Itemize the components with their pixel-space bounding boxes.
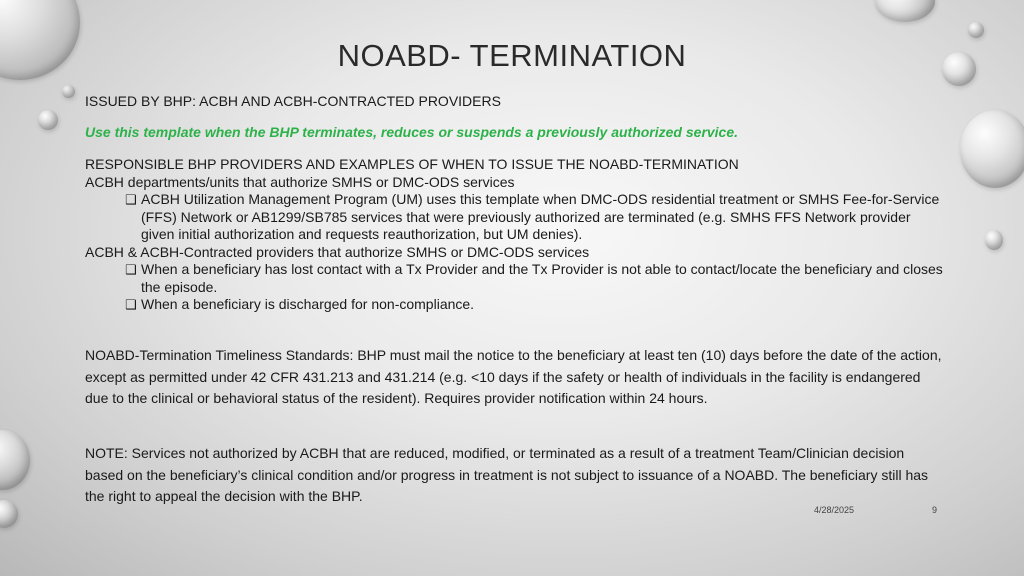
list-item [125,296,945,314]
list-item-text: When a beneficiary has lost contact with a Tx Provider and the Tx Provider is not able to contact/locate the beneficiary and closes the episode. [141,261,943,295]
note-text: NOTE: Services not authorized by ACBH that are reduced, modified, or terminated as a result of a treatment Team/Clinician decision based on the beneficiary’s clinical condition and/or progress in treatment is not subject to issuance of a NOABD. The beneficiary still has the right to appeal the decision with the BHP. [85,445,929,504]
decorative-drop [875,0,935,22]
group2-heading: ACBH & ACBH-Contracted providers that authorize SMHS or DMC-ODS services [85,243,590,260]
decorative-drop [968,22,984,38]
list-item-text: ACBH Utilization Management Program (UM) uses this template when DMC-ODS residential treatment or SMHS Fee-for-Service (FFS) Network or AB1299/SB785 services that were previously authorized are terminated (e.g. SMHS FFS Network provider given initial authorization and requests reauthorization, but UM denies). [141,191,940,242]
group1-heading: ACBH departments/units that authorize SMHS or DMC-ODS services [85,173,515,190]
decorative-drop [985,230,1003,250]
responsible-section [85,156,945,314]
checkbox-bullet-icon: ❑ [125,262,137,277]
timeliness-standards: NOABD-Termination Timeliness Standards: BHP must mail the notice to the beneficiary at least ten (10) days before the date of the action, except as permitted under 42 CFR 431.213 and 431.214 (e.g. <10 days if the safety or health of individuals in the facility is endangered due to the clinical or behavioral status of the resident). Requires provider notification within 24 hours. [85,347,942,406]
decorative-drop [38,110,58,130]
decorative-drop [62,85,75,98]
page-number: 9 [932,505,938,515]
list-item [125,261,945,296]
list-item-text: When a beneficiary is discharged for non-compliance. [141,296,475,312]
instruction-text: Use this template when the BHP terminates, reduces or suspends a previously authorized service. [85,124,739,140]
issued-by: ISSUED BY BHP: ACBH AND ACBH-CONTRACTED PROVIDERS [85,93,501,109]
slide-date: 4/28/2025 [814,505,855,515]
checkbox-bullet-icon: ❑ [125,297,137,312]
decorative-drop [0,430,30,490]
decorative-drop [960,110,1024,188]
list-item [125,191,945,244]
decorative-drop [0,500,18,528]
checkbox-bullet-icon: ❑ [125,192,137,207]
responsible-heading: RESPONSIBLE BHP PROVIDERS AND EXAMPLES OF WHEN TO ISSUE THE NOABD-TERMINATION [85,156,739,172]
slide-title: NOABD- TERMINATION [337,38,687,73]
